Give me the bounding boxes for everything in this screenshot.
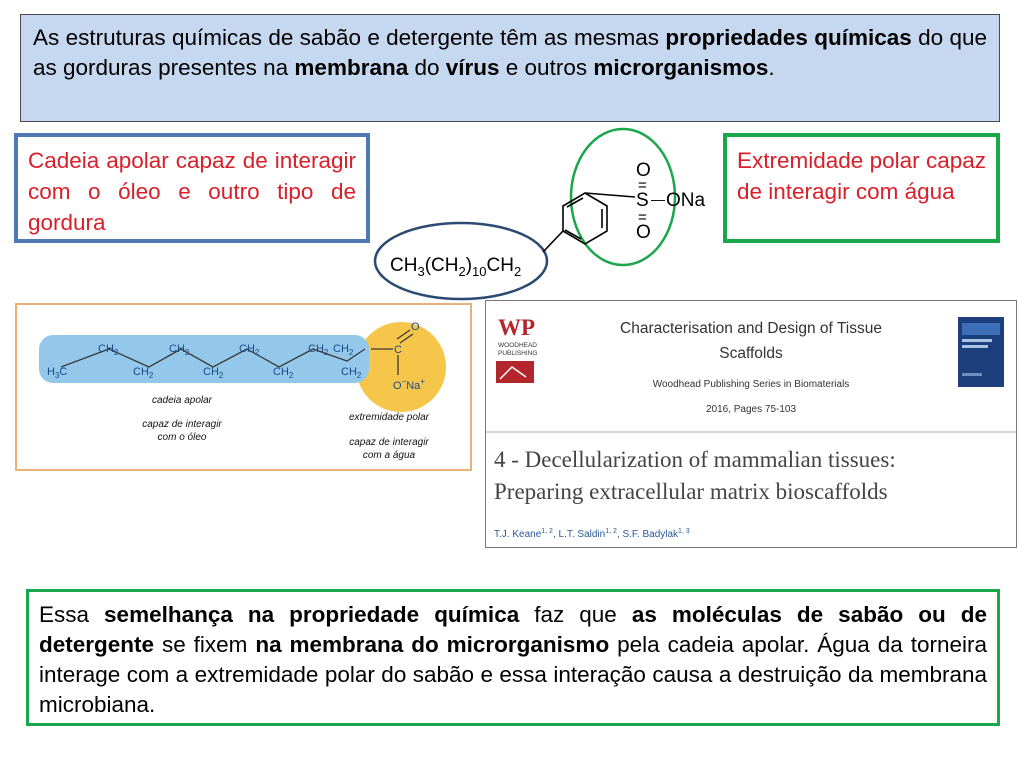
sodium-oxide: ONa <box>666 190 706 211</box>
apolar-chain-callout-text: Cadeia apolar capaz de interagir com o óleo e outro tipo de gordura <box>28 148 356 235</box>
top-statement-box <box>20 14 1000 122</box>
woodhead-logo <box>496 315 537 383</box>
chapter-title-line-2: Preparing extracellular matrix bioscaffolds <box>494 479 888 504</box>
carboxylate-sodium: O−Na+ <box>393 377 425 392</box>
bottom-bold-2: as moléculas de sabão ou de detergente <box>39 602 987 657</box>
ch2-label-5: $CH_2$ <box>239 343 260 357</box>
book-title-line-1: Characterisation and Design of Tissue <box>620 320 882 337</box>
benzene-ring <box>563 193 607 244</box>
bottom-text-4: pela cadeia apolar. Água da torneira interage com a extremidade polar do sabão e essa interação causa a destruição da membrana microbiana. <box>39 632 987 717</box>
bottom-text-1: Essa <box>39 602 105 627</box>
top-bold-4: microrganismos <box>593 55 769 80</box>
bottom-text-2: faz que <box>519 602 632 627</box>
bottom-explanation-box <box>26 589 1000 726</box>
logo-sub-1: WOODHEAD <box>498 342 537 349</box>
wp-logo-text: WP <box>498 315 536 340</box>
top-text-2: do que as gorduras presentes na <box>33 25 987 80</box>
top-text-1: As estruturas químicas de sabão e detergente têm as mesmas <box>33 25 666 50</box>
soap-molecule-diagram <box>17 305 470 469</box>
top-text-4: e outros <box>499 55 594 80</box>
apolar-chain-caption: cadeia apolar <box>151 395 213 406</box>
chapter-title-line-1: 4 - Decellularization of mammalian tissues: <box>494 447 896 472</box>
bottom-bold-1: semelhança na propriedade química <box>104 602 520 627</box>
ch2-label-8: $CH_2$ <box>341 366 362 380</box>
detergent-structural-formula <box>370 125 720 303</box>
oil-interaction-caption-1: capaz de interagir <box>142 419 222 430</box>
ch2-label-9: $CH_2$ <box>333 343 354 357</box>
ch2-label-6: $CH_2$ <box>273 366 294 380</box>
methyl-label: $H_3C$ <box>47 366 68 380</box>
ch2-label-4: $CH_2$ <box>203 366 224 380</box>
water-interaction-caption-2: com a água <box>362 450 416 461</box>
paper-reference-figure <box>485 300 1017 548</box>
double-bond-bottom: = <box>638 209 647 226</box>
bottom-text-3: se fixem <box>154 632 256 657</box>
sulfonyl-oxygen-top: O <box>636 160 651 181</box>
polar-end-callout-text: Extremidade polar capaz de interagir com água <box>737 148 986 204</box>
ch2-label-3: $CH_2$ <box>169 343 190 357</box>
top-bold-3: vírus <box>445 55 500 80</box>
soap-molecule-figure <box>15 303 472 471</box>
top-text-3: do <box>408 55 446 80</box>
top-bold-2: membrana <box>294 55 409 80</box>
ch2-label-1: $CH_2$ <box>98 343 119 357</box>
oil-interaction-caption-2: com o óleo <box>157 432 207 443</box>
top-text-5: . <box>768 55 775 80</box>
ch2-label-7: $CH_2$ <box>308 343 329 357</box>
carboxyl-carbon: C <box>394 344 402 356</box>
logo-sub-2: PUBLISHING <box>498 350 538 357</box>
bottom-bold-3: na membrana do microrganismo <box>255 632 610 657</box>
chain-to-ring-bond <box>543 231 563 252</box>
ring-to-sulfur-bond <box>585 193 635 197</box>
carbonyl-oxygen: O <box>411 321 420 333</box>
sulfonyl-oxygen-bottom: O <box>636 222 651 243</box>
top-bold-1: propriedades químicas <box>665 25 912 50</box>
book-year-pages: 2016, Pages 75-103 <box>705 404 797 415</box>
sulfur-atom: S <box>636 190 649 211</box>
paper-authors: T.J. Keane$^{1, 2}$, L.T. Saldin$^{1, 2}$, S.F. Badylak$^{1, 3}$ <box>494 528 690 540</box>
ch2-label-2: $CH_2$ <box>133 366 154 380</box>
s-o-bond: — <box>651 191 665 207</box>
double-bond-top: = <box>638 177 647 194</box>
book-cover-thumbnail <box>958 317 1004 387</box>
apolar-chain-callout <box>14 133 370 243</box>
alkyl-chain-formula: $CH_3(CH_2)_{10}CH_2$ <box>390 255 522 279</box>
water-interaction-caption-1: capaz de interagir <box>349 437 429 448</box>
book-series: Woodhead Publishing Series in Biomaterials <box>652 379 850 390</box>
paper-reference-canvas <box>486 301 1016 547</box>
book-title-line-2: Scaffolds <box>719 345 783 362</box>
polar-end-caption: extremidade polar <box>348 412 430 423</box>
polar-end-callout <box>723 133 1000 243</box>
